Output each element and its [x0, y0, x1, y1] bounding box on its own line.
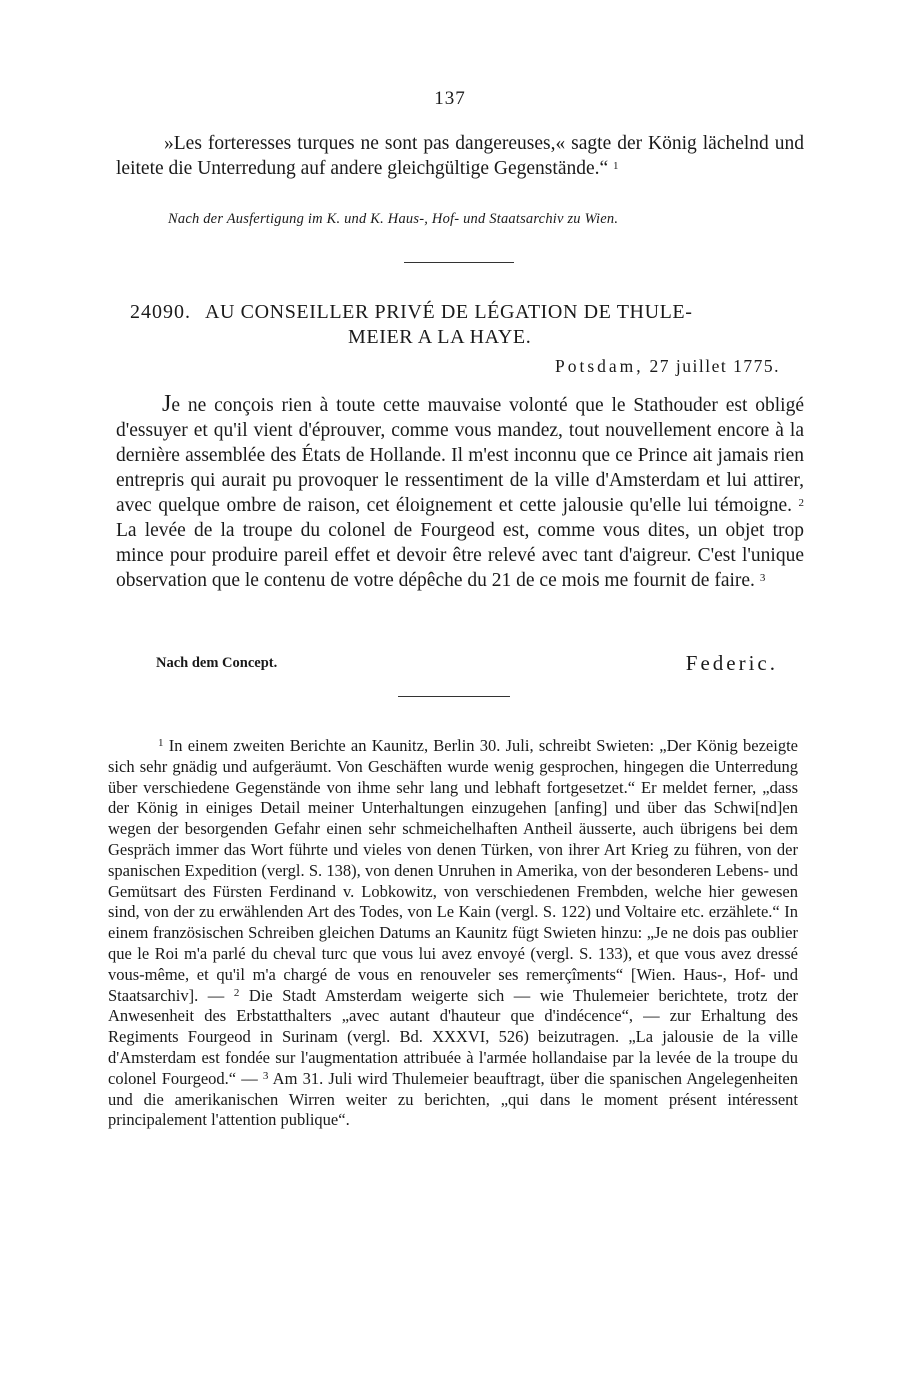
page-number: 137	[434, 88, 466, 109]
footnote-mark: 2	[798, 497, 804, 509]
letter-title-line2: MEIER A LA HAYE.	[348, 326, 532, 348]
letter-title-line1: AU CONSEILLER PRIVÉ DE LÉGATION DE THULE-	[205, 301, 693, 323]
dateline-place: Potsdam,	[555, 356, 644, 376]
footnote-number: 3	[262, 1069, 269, 1082]
footnote-divider	[398, 696, 510, 697]
letter-heading	[116, 300, 804, 350]
source-note-concept: Nach dem Concept.	[156, 655, 278, 671]
footnote-text-1: In einem zweiten Berichte an Kaunitz, Berlin 30. Juli, schreibt Swieten: „Der König bezeigte sich sehr gnädig und aufgeräumt. Von Geschäften wurde wenig gesprochen, hingegen die Unterredung über verschiedene Gegenstände von ihme sehr lang und lebhaft fortgesetzet.“ Er meldet ferner, „dass der König in einiges Detail meiner Unterhaltungen einzugehen [anfing] und über das Schwi[nd]en wegen der besorgenden Gefahr einen sehr schmeichelhaften Antheil äusserte, auch übrigens bei dem Gespräch immer das Wort führte und vieles von denen Türken, von ihrer Art Krieg zu führen, von der spanischen Expedition (vergl. S. 138), von denen Unruhen in Amerika, von der besonderen Lebens- und Gemütsart des Fürsten Ferdinand v. Lobkowitz, von verschiedenen Frembden, welche hier gewesen sind, von der zu erwählenden Art des Todes, von Le Kain (vergl. S. 122) und Voltaire etc. erzählete.“ In einem französischen Schreiben gleichen Datums an Kaunitz fügt Swieten hinzu: „Je ne dois pas oublier que le Roi m'a parlé du cheval turc que vous lui avez envoyé (vergl. S. 133), et que vous avez dressé vous-même, et qu'il m'a chargé de vous en renouveler ses remerçîments“ [Wien. Haus-, Hof- und Staatsarchiv]. —	[108, 736, 798, 1005]
dateline-date: 27 juillet 1775.	[649, 356, 780, 376]
footnote-number: 1	[158, 737, 164, 749]
letter-initial: J	[162, 391, 172, 417]
letter-body	[116, 392, 804, 593]
footnote-text-3: Am 31. Juli wird Thulemeier beauftragt, über die spanischen Angelegenheiten und die amerikanischen Wirren weiter zu berichten, „qui dans le moment présent intéressent principalement l'attention publique“.	[108, 1068, 798, 1130]
footnote-mark: 1	[613, 160, 619, 172]
section-divider	[404, 262, 514, 263]
opening-paragraph-text: »Les forteresses turques ne sont pas dangereuses,« sagte der König lächelnd und leitete die Unterredung auf andere gleichgültige Gegenstände.“	[116, 133, 804, 179]
opening-paragraph	[116, 131, 804, 181]
footnotes	[108, 736, 798, 1131]
footnote-text-2: Die Stadt Amsterdam weigerte sich — wie Thulemeier berichtete, trotz der Anwesenheit des Erbstatthalters „avec autant d'hauteur que d'indécence“, — zur Erhaltung des Regiments Fourgeod in Surinam (vergl. Bd. XXXVI, 526) beizutragen. „La jalousie de la ville d'Amsterdam est fondée sur l'augmentation attribuée à l'armée hollandaise par la levée de la troupe du colonel Fourgeod.“ —	[108, 985, 799, 1088]
signature: Federic.	[685, 651, 778, 675]
letter-text-part2: La levée de la troupe du colonel de Fourgeod est, comme vous dites, un objet trop mince pour produire pareil effet et devoir être relevé avec tant d'aigreur. C'est l'unique observation que le contenu de votre dépêche du 21 de ce mois me fournit de faire.	[116, 520, 804, 591]
letter-number: 24090.	[130, 301, 191, 323]
letter-text-part1: e ne conçois rien à toute cette mauvaise volonté que le Stathouder est obligé d'essuyer et qu'il vient d'éprouver, comme vous mandez, tout nouvellement encore à la dernière assemblée des États de Hollande. Il m'est inconnu que ce Prince ait jamais rien entrepris qui aurait pu provoquer le ressentiment de la ville d'Amsterdam et lui attirer, avec quelque ombre de raison, cet éloignement et cette jalousie qu'elle lui témoigne.	[116, 395, 804, 516]
footnote-mark: 3	[759, 572, 766, 584]
dateline	[555, 356, 780, 377]
footnote-number: 2	[233, 986, 240, 999]
source-note-archive: Nach der Ausfertigung im K. und K. Haus-, Hof- und Staatsarchiv zu Wien.	[168, 211, 619, 227]
